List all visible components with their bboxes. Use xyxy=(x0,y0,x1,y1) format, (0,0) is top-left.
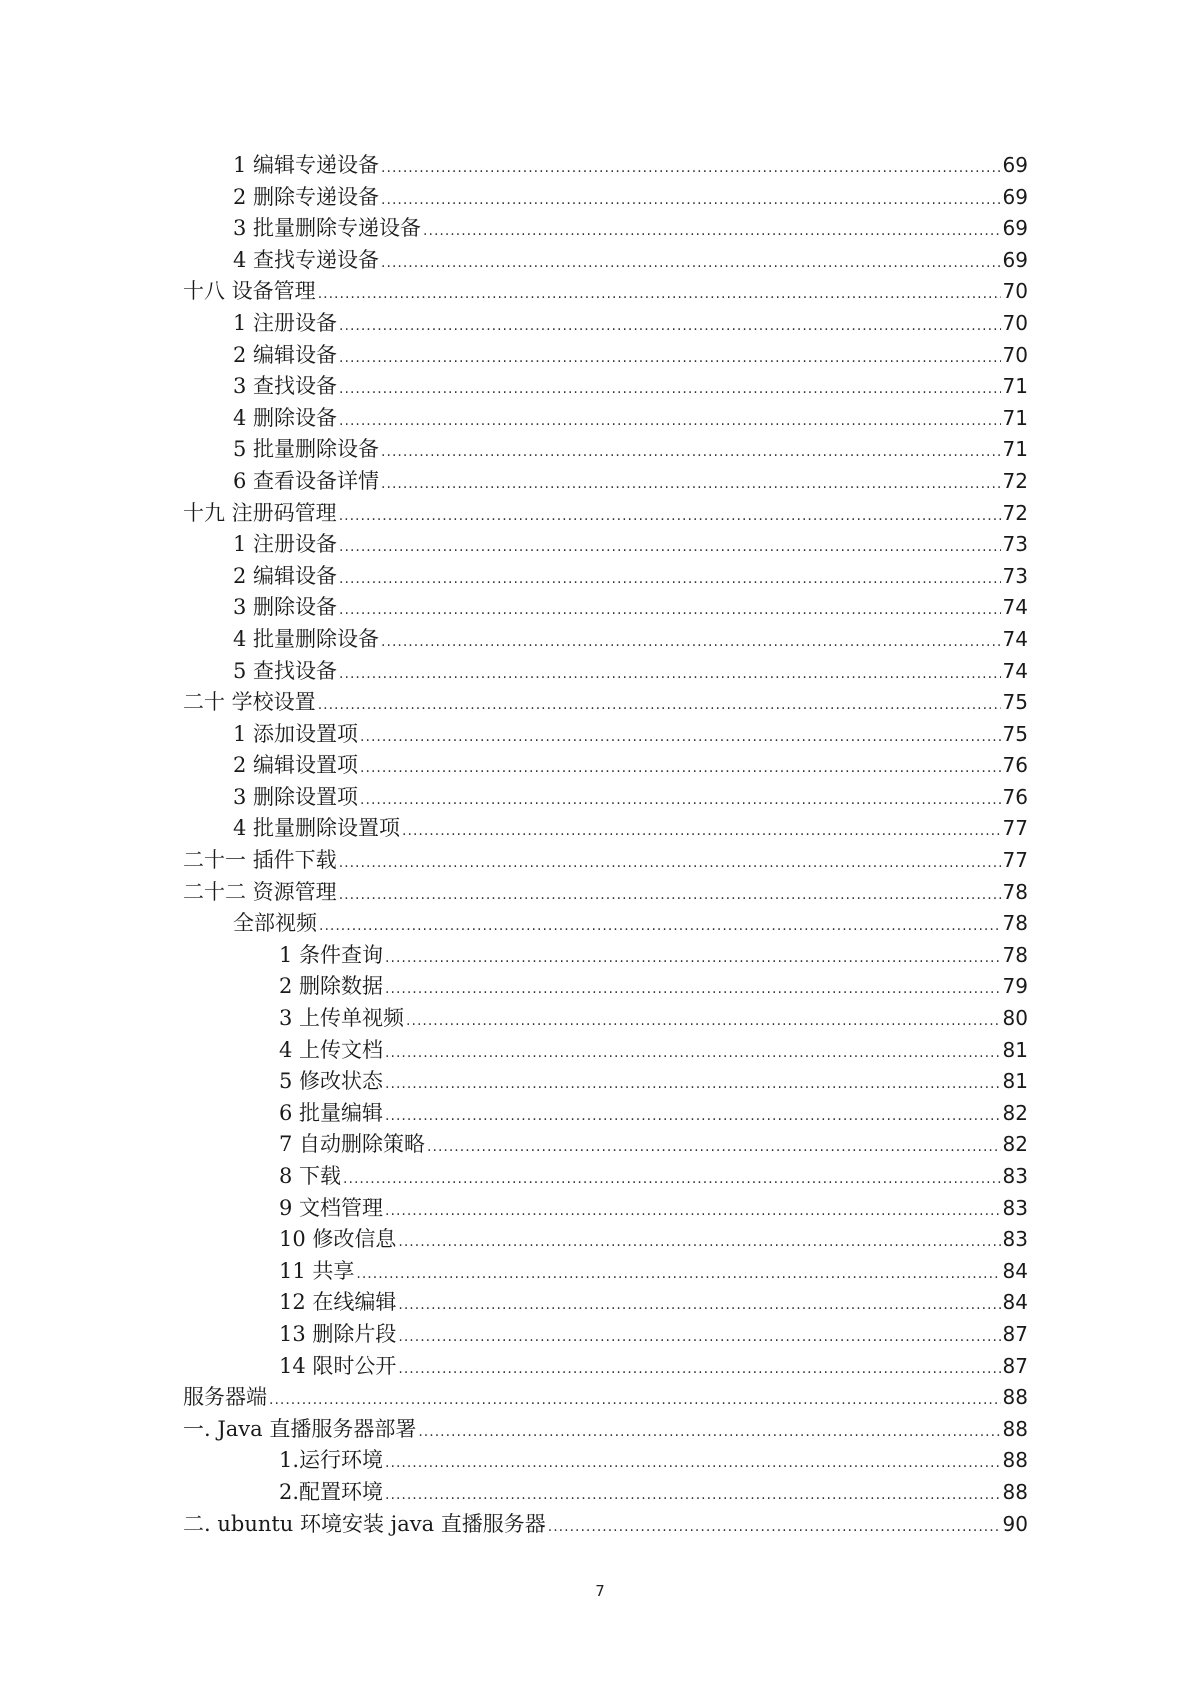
toc-dot-leader xyxy=(398,1290,1000,1322)
toc-entry-label: 4 批量删除设置项 xyxy=(233,816,401,841)
toc-entry-label: 2 编辑设备 xyxy=(233,342,338,367)
toc-entry-label: 3 删除设置项 xyxy=(233,784,359,809)
toc-entry[interactable] xyxy=(183,403,1028,435)
toc-entry[interactable] xyxy=(183,276,1028,308)
toc-entry[interactable] xyxy=(183,592,1028,624)
toc-entry-label: 1 条件查询 xyxy=(279,942,384,967)
toc-entry[interactable] xyxy=(183,1066,1028,1098)
toc-entry-label: 3 删除设备 xyxy=(233,595,338,620)
toc-dot-leader xyxy=(339,595,1001,627)
toc-entry[interactable] xyxy=(183,624,1028,656)
toc-entry[interactable] xyxy=(183,371,1028,403)
toc-entry-label: 6 查看设备详情 xyxy=(233,468,380,493)
toc-entry-label: 9 文档管理 xyxy=(279,1195,384,1220)
toc-entry[interactable] xyxy=(183,1256,1028,1288)
toc-entry-page: 78 xyxy=(1002,942,1028,967)
toc-entry-label: 3 查找设备 xyxy=(233,374,338,399)
toc-entry[interactable] xyxy=(183,308,1028,340)
toc-entry[interactable] xyxy=(183,213,1028,245)
toc-entry[interactable] xyxy=(183,971,1028,1003)
toc-dot-leader xyxy=(381,469,1001,501)
toc-dot-leader xyxy=(339,880,1001,912)
toc-entry-label: 3 批量删除专递设备 xyxy=(233,216,422,241)
toc-dot-leader xyxy=(339,311,1001,343)
toc-entry[interactable] xyxy=(183,940,1028,972)
toc-entry[interactable] xyxy=(183,340,1028,372)
toc-entry-page: 74 xyxy=(1002,658,1028,683)
toc-entry-page: 73 xyxy=(1002,532,1028,557)
toc-dot-leader xyxy=(385,974,1001,1006)
toc-dot-leader xyxy=(427,1132,1001,1164)
toc-entry-page: 70 xyxy=(1002,342,1028,367)
toc-entry-page: 83 xyxy=(1002,1227,1028,1252)
toc-dot-leader xyxy=(381,248,1001,280)
toc-dot-leader xyxy=(360,785,1001,817)
toc-entry-page: 77 xyxy=(1002,848,1028,873)
toc-dot-leader xyxy=(402,816,1001,848)
toc-entry-label: 1 添加设置项 xyxy=(233,721,359,746)
toc-entry-label: 全部视频 xyxy=(233,911,317,936)
toc-entry-label: 8 下载 xyxy=(279,1164,342,1188)
toc-entry-page: 84 xyxy=(1002,1290,1028,1315)
toc-entry-page: 82 xyxy=(1002,1100,1028,1125)
toc-entry-page: 77 xyxy=(1002,816,1028,841)
toc-entry-page: 81 xyxy=(1002,1069,1028,1094)
toc-entry-page: 79 xyxy=(1002,974,1028,999)
toc-entry[interactable] xyxy=(183,813,1028,845)
toc-entry-label: 2 删除专递设备 xyxy=(233,184,380,209)
toc-dot-leader xyxy=(385,1196,1001,1228)
toc-dot-leader xyxy=(381,437,1001,469)
toc-entry-page: 90 xyxy=(1002,1511,1028,1536)
toc-entry[interactable] xyxy=(183,1509,1028,1541)
toc-entry-label: 14 限时公开 xyxy=(279,1353,397,1378)
toc-dot-leader xyxy=(385,1448,1001,1480)
toc-entry-label: 5 批量删除设备 xyxy=(233,437,380,462)
toc-entry-page: 69 xyxy=(1002,247,1028,272)
toc-entry-page: 73 xyxy=(1002,563,1028,588)
toc-dot-leader xyxy=(418,1417,1000,1449)
toc-entry[interactable] xyxy=(183,1477,1028,1509)
toc-entry[interactable] xyxy=(183,1445,1028,1477)
toc-entry-page: 83 xyxy=(1002,1164,1028,1188)
toc-entry-page: 75 xyxy=(1002,690,1028,715)
toc-dot-leader xyxy=(356,1259,1000,1291)
toc-entry-label: 2 编辑设置项 xyxy=(233,753,359,778)
toc-dot-leader xyxy=(318,279,1001,311)
toc-entry-page: 70 xyxy=(1002,310,1028,335)
toc-dot-leader xyxy=(343,1164,1001,1196)
toc-entry-page: 78 xyxy=(1002,879,1028,904)
toc-entry-page: 88 xyxy=(1002,1479,1028,1504)
toc-entry-page: 81 xyxy=(1002,1037,1028,1062)
toc-entry-page: 88 xyxy=(1002,1416,1028,1441)
toc-entry-label: 4 删除设备 xyxy=(233,405,338,430)
toc-entry-page: 74 xyxy=(1002,626,1028,651)
toc-entry[interactable] xyxy=(183,1414,1028,1446)
toc-entry[interactable] xyxy=(183,1129,1028,1161)
toc-entry-page: 87 xyxy=(1002,1321,1028,1346)
toc-entry[interactable] xyxy=(183,782,1028,814)
toc-entry[interactable] xyxy=(183,1351,1028,1383)
toc-entry[interactable] xyxy=(183,656,1028,688)
toc-dot-leader xyxy=(339,532,1001,564)
toc-entry-label: 5 修改状态 xyxy=(279,1069,384,1094)
toc-dot-leader xyxy=(339,501,1001,533)
toc-entry-label: 4 查找专递设备 xyxy=(233,247,380,272)
toc-entry-label: 十八 设备管理 xyxy=(183,279,316,304)
toc-entry[interactable] xyxy=(183,1161,1028,1193)
toc-entry-label: 二十二 资源管理 xyxy=(183,879,337,904)
toc-entry[interactable] xyxy=(183,687,1028,719)
toc-entry-label: 6 批量编辑 xyxy=(279,1100,384,1125)
toc-dot-leader xyxy=(339,564,1001,596)
toc-entry-label: 12 在线编辑 xyxy=(279,1290,397,1315)
toc-entry-label: 二十一 插件下载 xyxy=(183,848,337,873)
toc-entry-label: 2 删除数据 xyxy=(279,974,384,999)
toc-dot-leader xyxy=(360,722,1001,754)
toc-entry[interactable] xyxy=(183,466,1028,498)
toc-entry-page: 72 xyxy=(1002,468,1028,493)
toc-entry[interactable] xyxy=(183,1193,1028,1225)
toc-entry-label: 十九 注册码管理 xyxy=(183,500,337,525)
toc-entry[interactable] xyxy=(183,1003,1028,1035)
toc-entry[interactable] xyxy=(183,845,1028,877)
toc-entry-page: 80 xyxy=(1002,1006,1028,1031)
toc-dot-leader xyxy=(269,1385,1001,1417)
toc-entry-label: 4 上传文档 xyxy=(279,1037,384,1062)
toc-dot-leader xyxy=(398,1227,1000,1259)
toc-dot-leader xyxy=(385,1038,1001,1070)
toc-dot-leader xyxy=(339,659,1001,691)
toc-entry-page: 71 xyxy=(1002,374,1028,399)
toc-entry-page: 70 xyxy=(1002,279,1028,304)
toc-entry-label: 服务器端 xyxy=(183,1385,267,1410)
toc-entry[interactable] xyxy=(183,182,1028,214)
toc-dot-leader xyxy=(339,406,1001,438)
toc-entry-label: 1.运行环境 xyxy=(279,1448,384,1473)
toc-dot-leader xyxy=(339,343,1001,375)
toc-entry-page: 76 xyxy=(1002,753,1028,778)
toc-dot-leader xyxy=(360,753,1001,785)
toc-entry-page: 87 xyxy=(1002,1353,1028,1378)
toc-entry-label: 二. ubuntu 环境安装 java 直播服务器 xyxy=(183,1511,546,1536)
toc-entry-label: 5 查找设备 xyxy=(233,658,338,683)
toc-entry[interactable] xyxy=(183,1319,1028,1351)
toc-entry-page: 69 xyxy=(1002,153,1028,177)
toc-entry-label: 2.配置环境 xyxy=(279,1479,384,1504)
toc-entry-page: 76 xyxy=(1002,784,1028,809)
table-of-contents xyxy=(183,150,1028,1540)
toc-entry[interactable] xyxy=(183,561,1028,593)
toc-entry-page: 69 xyxy=(1002,184,1028,209)
toc-entry-label: 3 上传单视频 xyxy=(279,1006,405,1031)
toc-dot-leader xyxy=(385,943,1001,975)
toc-dot-leader xyxy=(398,1354,1000,1386)
toc-dot-leader xyxy=(406,1006,1001,1038)
toc-entry[interactable] xyxy=(183,1287,1028,1319)
toc-entry-label: 1 编辑专递设备 xyxy=(233,153,380,177)
toc-entry-page: 75 xyxy=(1002,721,1028,746)
toc-entry[interactable] xyxy=(183,150,1028,182)
toc-dot-leader xyxy=(385,1480,1001,1512)
toc-dot-leader xyxy=(398,1322,1000,1354)
toc-entry-page: 78 xyxy=(1002,911,1028,936)
toc-entry[interactable] xyxy=(183,877,1028,909)
toc-entry-label: 4 批量删除设备 xyxy=(233,626,380,651)
toc-entry-label: 13 删除片段 xyxy=(279,1321,397,1346)
toc-entry-page: 71 xyxy=(1002,405,1028,430)
toc-entry[interactable] xyxy=(183,719,1028,751)
toc-entry-page: 88 xyxy=(1002,1385,1028,1410)
toc-entry-label: 11 共享 xyxy=(279,1258,355,1283)
toc-entry-page: 72 xyxy=(1002,500,1028,525)
toc-dot-leader xyxy=(318,690,1001,722)
toc-entry-label: 1 注册设备 xyxy=(233,532,338,557)
toc-dot-leader xyxy=(423,216,1001,248)
toc-entry-page: 88 xyxy=(1002,1448,1028,1473)
toc-entry-label: 7 自动删除策略 xyxy=(279,1132,426,1157)
toc-dot-leader xyxy=(381,153,1001,185)
page-number: 7 xyxy=(595,1582,605,1600)
toc-entry-label: 一. Java 直播服务器部署 xyxy=(183,1416,417,1441)
toc-entry-label: 二十 学校设置 xyxy=(183,690,316,715)
toc-entry-page: 83 xyxy=(1002,1195,1028,1220)
toc-entry-page: 82 xyxy=(1002,1132,1028,1157)
toc-entry[interactable] xyxy=(183,245,1028,277)
toc-entry[interactable] xyxy=(183,908,1028,940)
toc-dot-leader xyxy=(339,374,1001,406)
toc-entry-label: 2 编辑设备 xyxy=(233,563,338,588)
toc-dot-leader xyxy=(385,1069,1001,1101)
toc-entry[interactable] xyxy=(183,1098,1028,1130)
toc-entry-label: 10 修改信息 xyxy=(279,1227,397,1252)
toc-dot-leader xyxy=(319,911,1001,943)
toc-entry-page: 84 xyxy=(1002,1258,1028,1283)
toc-dot-leader xyxy=(385,1101,1001,1133)
toc-entry[interactable] xyxy=(183,750,1028,782)
toc-dot-leader xyxy=(339,848,1001,880)
toc-entry-page: 74 xyxy=(1002,595,1028,620)
toc-entry[interactable] xyxy=(183,1035,1028,1067)
toc-entry[interactable] xyxy=(183,1224,1028,1256)
toc-entry[interactable] xyxy=(183,498,1028,530)
toc-entry[interactable] xyxy=(183,434,1028,466)
toc-dot-leader xyxy=(381,627,1001,659)
toc-entry-page: 69 xyxy=(1002,216,1028,241)
toc-entry[interactable] xyxy=(183,529,1028,561)
toc-entry[interactable] xyxy=(183,1382,1028,1414)
toc-dot-leader xyxy=(381,185,1001,217)
toc-entry-page: 71 xyxy=(1002,437,1028,462)
toc-entry-label: 1 注册设备 xyxy=(233,310,338,335)
toc-dot-leader xyxy=(548,1512,1001,1544)
